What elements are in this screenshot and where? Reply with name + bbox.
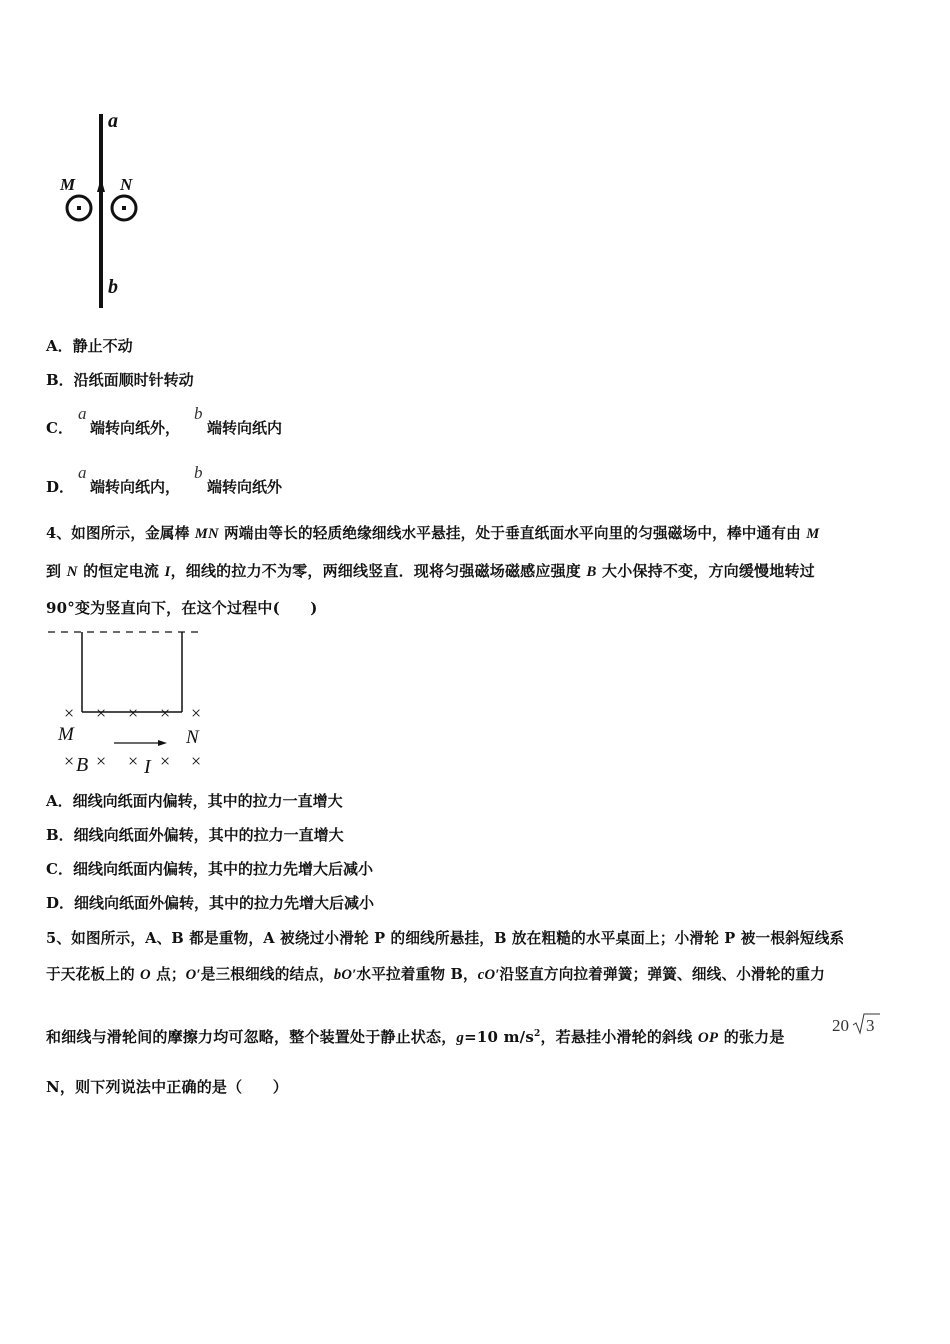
field-cross: × [128, 751, 139, 771]
q5-line-3: 和细线与滑轮间的摩擦力均可忽略，整个装置处于静止状态，g=10 $m/s^2$，若悬挂小滑轮的斜线 OP 的张力是 [46, 1028, 785, 1046]
q4-option-b: B．细线向纸面外偏转，其中的拉力一直增大 [46, 826, 344, 844]
q3-d-var1: a [78, 463, 87, 482]
field-cross: × [191, 751, 202, 771]
svg-text:3: 3 [866, 1016, 875, 1035]
formula-20-sqrt3 [832, 1010, 882, 1036]
field-cross: × [64, 751, 75, 771]
q4-line-2: 到 N 的恒定电流 I，细线的拉力不为零，两细线竖直．现将匀强磁场磁感应强度 B 大小保持不变，方向缓慢地转过 [46, 562, 815, 580]
q3-d-end: 端转向纸外 [207, 478, 283, 496]
q3-d-var2: b [194, 463, 203, 482]
q3-c-var1: a [78, 404, 87, 423]
q5-line-2: 于天花板上的 O 点；O′是三根细线的结点，bO′水平拉着重物 B，cO′沿竖直方向拉着弹簧；弹簧、细线、小滑轮的重力 [46, 966, 825, 983]
field-cross: × [160, 703, 171, 723]
q3-d-mid: 端转向纸内， [90, 478, 181, 496]
q3-c-var2: b [194, 404, 203, 423]
current-arrow [97, 178, 105, 192]
field-cross: × [64, 703, 75, 723]
q3-option-b: B．沿纸面顺时针转动 [46, 371, 194, 389]
q4-option-a: A．细线向纸面内偏转，其中的拉力一直增大 [46, 792, 343, 810]
q3-c-mid: 端转向纸外， [90, 419, 181, 437]
label-b: B [76, 754, 89, 776]
q4-option-c: C．细线向纸面内偏转，其中的拉力先增大后减小 [46, 860, 373, 878]
q5-line-1: 5、如图所示，A、B 都是重物，A 被绕过小滑轮 P 的细线所悬挂，B 放在粗糙的水平桌面上；小滑轮 P 被一根斜短线系 [46, 930, 845, 947]
label-i: I [144, 756, 151, 776]
figure-wire-ab [55, 108, 165, 318]
q3-option-a: A．静止不动 [46, 337, 133, 355]
q4-line-3: 90°变为竖直向下，在这个过程中( ) [46, 599, 318, 617]
q3-option-d [46, 463, 346, 503]
q4-line-1: 4、如图所示，金属棒 MN 两端由等长的轻质绝缘细线水平悬挂，处于垂直纸面水平向里的匀强磁场中，棒中通有由 M [46, 525, 820, 542]
label-a: a [108, 110, 118, 132]
q3-c-prefix: C． [46, 419, 73, 437]
label-b: b [108, 276, 118, 298]
label-m: M [60, 175, 76, 194]
label-m: M [58, 724, 74, 745]
svg-text:20: 20 [832, 1016, 849, 1035]
field-cross: × [160, 751, 171, 771]
field-cross: × [96, 751, 107, 771]
q4-option-d: D．细线向纸面外偏转，其中的拉力先增大后减小 [46, 894, 375, 912]
field-cross: × [96, 703, 107, 723]
label-n: N [186, 727, 199, 748]
q5-line-4: N，则下列说法中正确的是（ ） [46, 1078, 288, 1096]
label-n: N [120, 175, 133, 194]
field-cross: × [191, 703, 202, 723]
field-cross: × [128, 703, 139, 723]
q3-d-prefix: D． [46, 478, 75, 496]
q3-option-c [46, 404, 346, 444]
q3-c-end: 端转向纸内 [207, 419, 283, 437]
figure-rod-mn [46, 624, 216, 776]
